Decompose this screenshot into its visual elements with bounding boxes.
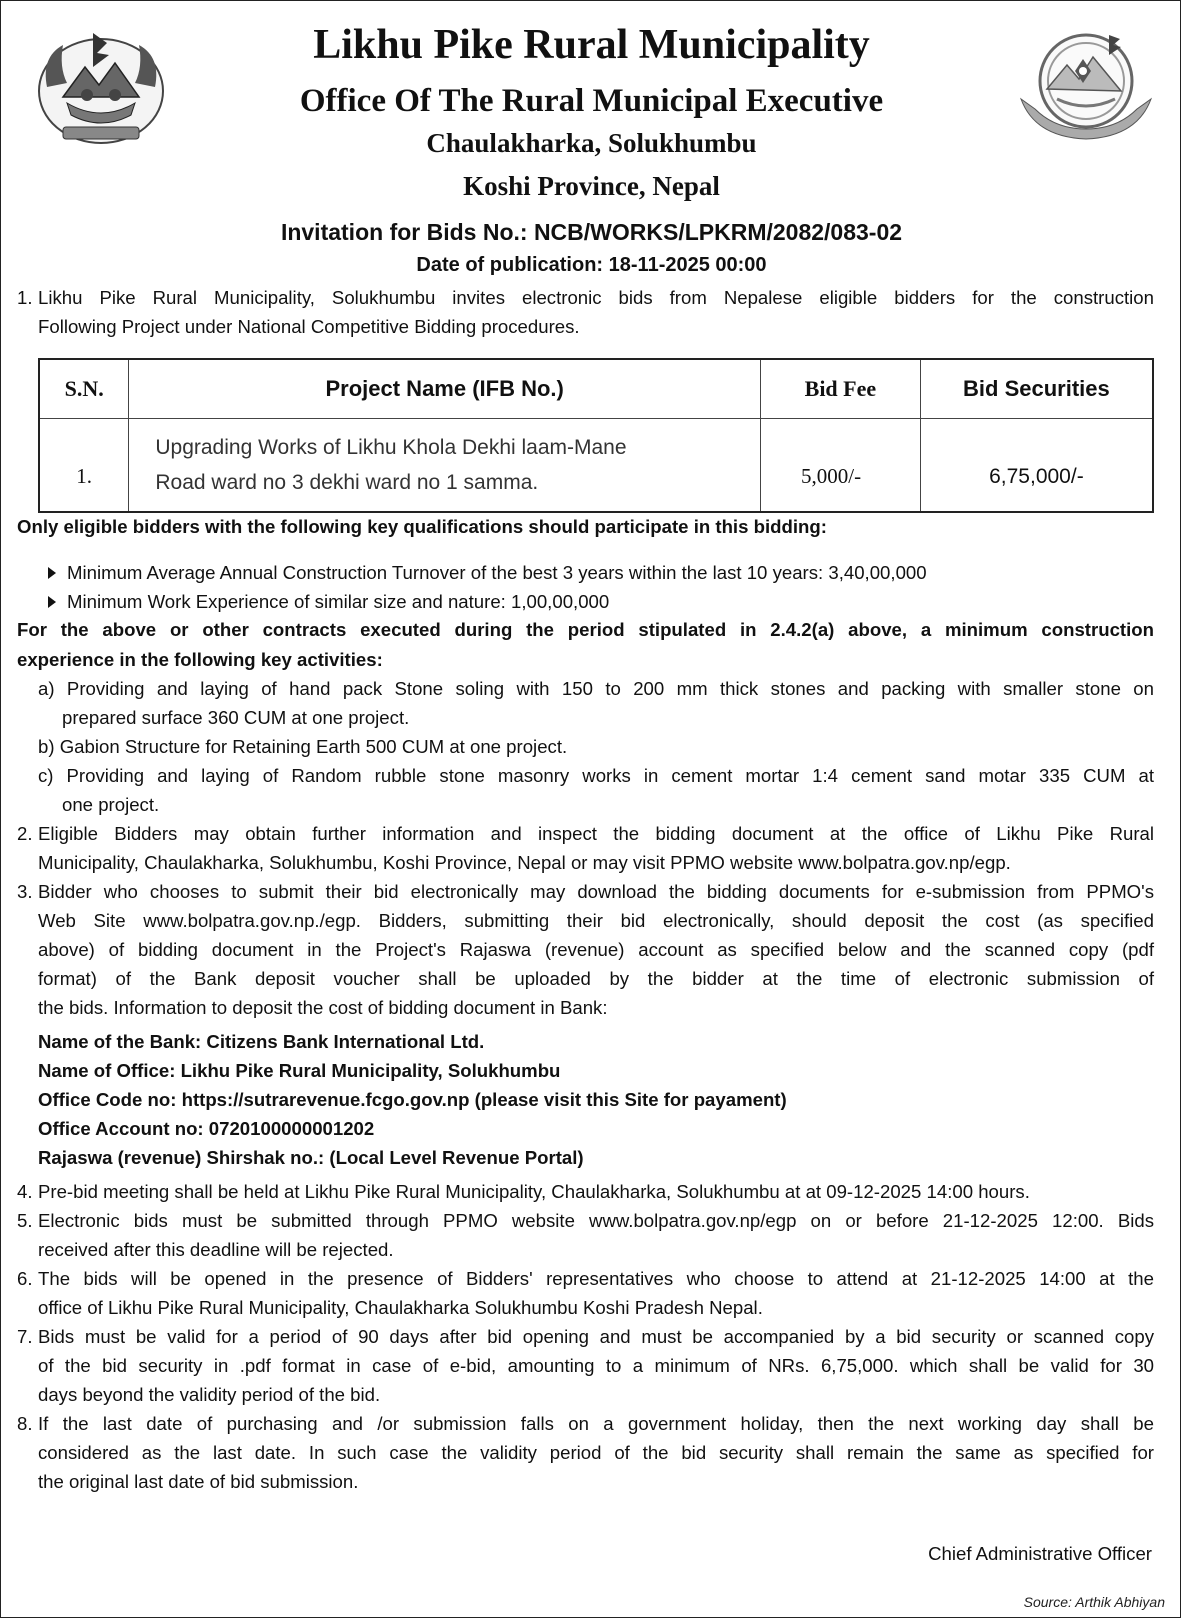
activity-a-line-1: a) Providing and laying of hand pack Stone soling with 150 to 200 mm thick stones and packing with smaller stone on [38, 678, 1154, 699]
activity-a-line-2: prepared surface 360 CUM at one project. [62, 707, 410, 728]
publication-date: Date of publication: 18-11-2025 00:00 [416, 254, 767, 276]
clause-6-line-2: office of Likhu Pike Rural Municipality, Chaulakharka Solukhumbu Koshi Pradesh Nepal. [38, 1297, 763, 1318]
activity-c-line-1: c) Providing and laying of Random rubble stone masonry works in cement mortar 1:4 cement sand motar 335 CUM at [38, 765, 1154, 786]
clause-8-number: 8. [17, 1413, 33, 1434]
clause-3-line-3: above) of bidding document in the Project's Rajaswa (revenue) account as specified below and the scanned copy (pdf [38, 939, 1154, 960]
clause-5-number: 5. [17, 1210, 33, 1231]
clause-3-line-5: the bids. Information to deposit the cost of bidding document in Bank: [38, 997, 608, 1018]
qualification-bullet-1: Minimum Average Annual Construction Turnover of the best 3 years within the last 10 years: 3,40,00,000 [67, 562, 927, 583]
clause-1-number: 1. [17, 287, 33, 308]
bank-name: Name of the Bank: Citizens Bank International Ltd. [38, 1031, 485, 1052]
clause-8-line-2: considered as the last date. In such case the validity period of the bid security shall remain the same as specified for [38, 1442, 1154, 1463]
project-name-line-1: Upgrading Works of Likhu Khola Dekhi laam-Mane [155, 435, 627, 459]
clause-4-number: 4. [17, 1181, 33, 1202]
row-project-name [129, 418, 761, 512]
clause-2-number: 2. [17, 823, 33, 844]
bank-revenue-shirshak: Rajaswa (revenue) Shirshak no.: (Local Level Revenue Portal) [38, 1147, 584, 1168]
clause-6-number: 6. [17, 1268, 33, 1289]
office-address: Chaulakharka, Solukhumbu [426, 128, 757, 158]
signature-title: Chief Administrative Officer [928, 1543, 1152, 1564]
experience-line-1: For the above or other contracts executed during the period stipulated in 2.4.2(a) above, a minimum construction [17, 619, 1154, 640]
clause-8-line-3: the original last date of bid submission. [38, 1471, 359, 1492]
clause-6-line-1: The bids will be opened in the presence of Bidders' representatives who choose to attend at 21-12-2025 14:00 at the [38, 1268, 1154, 1289]
bids-table [38, 358, 1154, 513]
clause-7-line-2: of the bid security in .pdf format in case of e-bid, amounting to a minimum of NRs. 6,75,000. which shall be valid for 30 [38, 1355, 1154, 1376]
municipality-name: Likhu Pike Rural Municipality [313, 22, 870, 68]
project-name-line-2: Road ward no 3 dekhi ward no 1 samma. [155, 470, 539, 494]
source-credit: Source: Arthik Abhiyan [1023, 1594, 1165, 1610]
row-bid-security: 6,75,000/- [920, 418, 1153, 512]
qualifications-heading: Only eligible bidders with the following key qualifications should participate in this bidding: [17, 516, 827, 537]
office-title: Office Of The Rural Municipal Executive [299, 83, 884, 119]
clause-3-number: 3. [17, 881, 33, 902]
clause-5-line-1: Electronic bids must be submitted through PPMO website www.bolpatra.gov.np/egp on or before 21-12-2025 12:00. Bids [38, 1210, 1154, 1231]
clause-1-line-1: Likhu Pike Rural Municipality, Solukhumbu invites electronic bids from Nepalese eligible bidders for the construction [38, 287, 1154, 308]
table-row [39, 418, 1153, 512]
bullet-arrow-icon [48, 596, 56, 608]
ifb-number: Invitation for Bids No.: NCB/WORKS/LPKRM/2082/083-02 [280, 219, 903, 245]
clause-2-line-2: Municipality, Chaulakharka, Solukhumbu, Koshi Province, Nepal or may visit PPMO website www.bolpatra.gov.np/egp. [38, 852, 1011, 873]
clause-7-line-1: Bids must be valid for a period of 90 days after bid opening and must be accompanied by a bid security or scanned copy [38, 1326, 1154, 1347]
bullet-arrow-icon [48, 567, 56, 579]
clause-8-line-1: If the last date of purchasing and /or submission falls on a government holiday, then the next working day shall be [38, 1413, 1154, 1434]
row-sn: 1. [39, 418, 129, 512]
experience-line-2: experience in the following key activities: [17, 649, 383, 670]
bank-account-number: Office Account no: 0720100000001202 [38, 1118, 375, 1139]
clause-1-line-2: Following Project under National Competitive Bidding procedures. [38, 316, 580, 337]
clause-3-line-1: Bidder who chooses to submit their bid electronically may download the bidding documents for e-submission from PPMO's [38, 881, 1154, 902]
clause-2-line-1: Eligible Bidders may obtain further information and inspect the bidding document at the office of Likhu Pike Rural [38, 823, 1154, 844]
clause-3-line-4: format) of the Bank deposit voucher shall be uploaded by the bidder at the time of electronic submission of [38, 968, 1154, 989]
activity-c-line-2: one project. [62, 794, 160, 815]
office-province: Koshi Province, Nepal [463, 171, 720, 201]
header-project-name: Project Name (IFB No.) [129, 359, 761, 418]
table-header-row [39, 359, 1153, 418]
header-bid-fee: Bid Fee [760, 359, 920, 418]
header-sn: S.N. [39, 359, 129, 418]
clause-5-line-2: received after this deadline will be rejected. [38, 1239, 394, 1260]
clause-7-line-3: days beyond the validity period of the bid. [38, 1384, 381, 1405]
clause-4-line-1: Pre-bid meeting shall be held at Likhu Pike Rural Municipality, Chaulakharka, Solukhumbu at at 09-12-2025 14:00 hours. [38, 1181, 1030, 1202]
clause-7-number: 7. [17, 1326, 33, 1347]
bank-office-code: Office Code no: https://sutrarevenue.fcgo.gov.np (please visit this Site for payament) [38, 1089, 787, 1110]
row-bid-fee: 5,000/- [760, 418, 920, 512]
header-bid-securities: Bid Securities [920, 359, 1153, 418]
clause-3-line-2: Web Site www.bolpatra.gov.np./egp. Bidders, submitting their bid electronically, should deposit the cost (as specified [38, 910, 1154, 931]
qualification-bullet-2: Minimum Work Experience of similar size and nature: 1,00,00,000 [67, 591, 610, 612]
activity-b-line-1: b) Gabion Structure for Retaining Earth 500 CUM at one project. [38, 736, 568, 757]
bank-office-name: Name of Office: Likhu Pike Rural Municipality, Solukhumbu [38, 1060, 561, 1081]
